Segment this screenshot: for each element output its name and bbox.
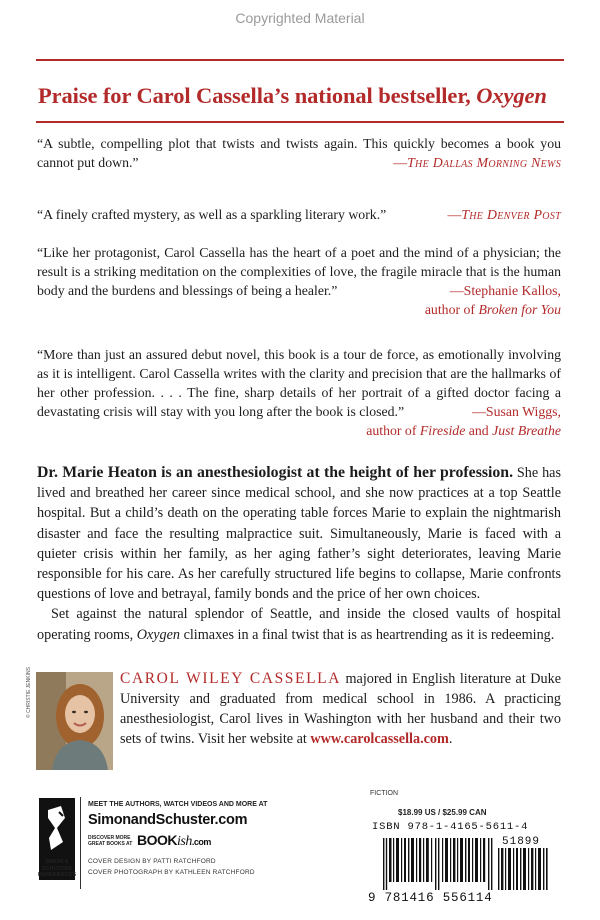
quote-kallos: “Like her protagonist, Carol Cassella has the heart of a poet and the mind of a physician; the result is a striking meditation on the complexities of love, the fragile miracle that is the human body and the burdens and blessings of being a healer.” —Stephanie Kallos, author of Broken for You [37, 245, 561, 317]
meet-authors-text: MEET THE AUTHORS, WATCH VIDEOS AND MORE AT [88, 801, 268, 808]
photo-credit: © CHRISTIE JENKINS [26, 667, 32, 718]
author-photo [36, 672, 113, 770]
book-description: Dr. Marie Heaton is an anesthesiologist at the height of her profession. She has lived and breathed her career since medical school, and she now practices at a top Seattle hospital. But a child’s death on the operating table forces Marie to explain the nightmarish disaster and face the resulting malpractice suit. Simultaneously, Marie is faced with a quieter crisis within her family, as her aging father’s sight deteriorates, leaving Marie responsible for his care. As her carefully structured life begins to collapse, Marie confronts questions of love and betrayal, family bonds and the price of her own choices. Set against the natural splendor of Seattle, and inside the closed vaults of hospital operating rooms, Oxygen climaxes in a final twist that is as heartrending as it is redeeming. [37, 464, 561, 643]
quote-wiggs: “More than just an assured debut novel, this book is a tour de force, as emotionally involving as it is intelligent. Carol Cassella writes with the clarity and precision that are the hallmarks of her other profession. . . . The fine, sharp details of her portrait of a gifted doctor facing a devastating crisis will stay with you long after the book is closed.” —Susan Wiggs, author of Fireside and Just Breathe [37, 347, 561, 438]
author-bio: CAROL WILEY CASSELLA majored in English literature at Duke University and graduated from medical school in 1986. A practicing anesthesiologist, Carol lives in Washington with her husband and their two sets of twins. Visit her website at www.carolcassella.com. [120, 670, 561, 747]
price-addon-digits: 51899 [502, 836, 541, 848]
quote-source: The Dallas Morning News [407, 155, 561, 170]
description-lead: Dr. Marie Heaton is an anesthesiologist at the height of her profession. [37, 464, 514, 481]
author-website[interactable]: www.carolcassella.com [310, 731, 449, 747]
quote-denver: “A finely crafted mystery, as well as a sparkling literary work.” —The Denver Post [37, 207, 561, 222]
praise-heading: Praise for Carol Cassella’s national bestseller, Oxygen [38, 83, 547, 108]
simon-schuster-site[interactable]: SimonandSchuster.com [88, 812, 248, 828]
publisher-divider [80, 797, 81, 889]
author-name: CAROL WILEY CASSELLA [120, 670, 342, 687]
cover-design-credit: COVER DESIGN BY PATTI RATCHFORD [88, 858, 216, 865]
price-addon-barcode [498, 848, 548, 890]
quote-dallas: “A subtle, compelling plot that twists and twists again. This quickly becomes a book you cannot put down.” —The Dallas Morning News [37, 136, 561, 170]
cover-photo-credit: COVER PHOTOGRAPH BY KATHLEEN RATCHFORD [88, 869, 255, 876]
price-label: $18.99 US / $25.99 CAN [398, 808, 487, 817]
watermark: Copyrighted Material [235, 10, 365, 26]
top-rule [36, 59, 564, 61]
publisher-logo-text: SIMON & SCHUSTER PAPERBACKS [37, 859, 77, 878]
isbn-label: ISBN 978-1-4165-5611-4 [372, 821, 529, 833]
isbn-barcode [383, 838, 493, 890]
bookish-logo[interactable]: BOOKish.com [137, 832, 211, 849]
ean-digits: 9 781416 556114 [368, 891, 493, 905]
category-label: FICTION [370, 790, 398, 797]
heading-rule [36, 121, 564, 123]
discover-text: DISCOVER MORE GREAT BOOKS AT [88, 835, 133, 847]
